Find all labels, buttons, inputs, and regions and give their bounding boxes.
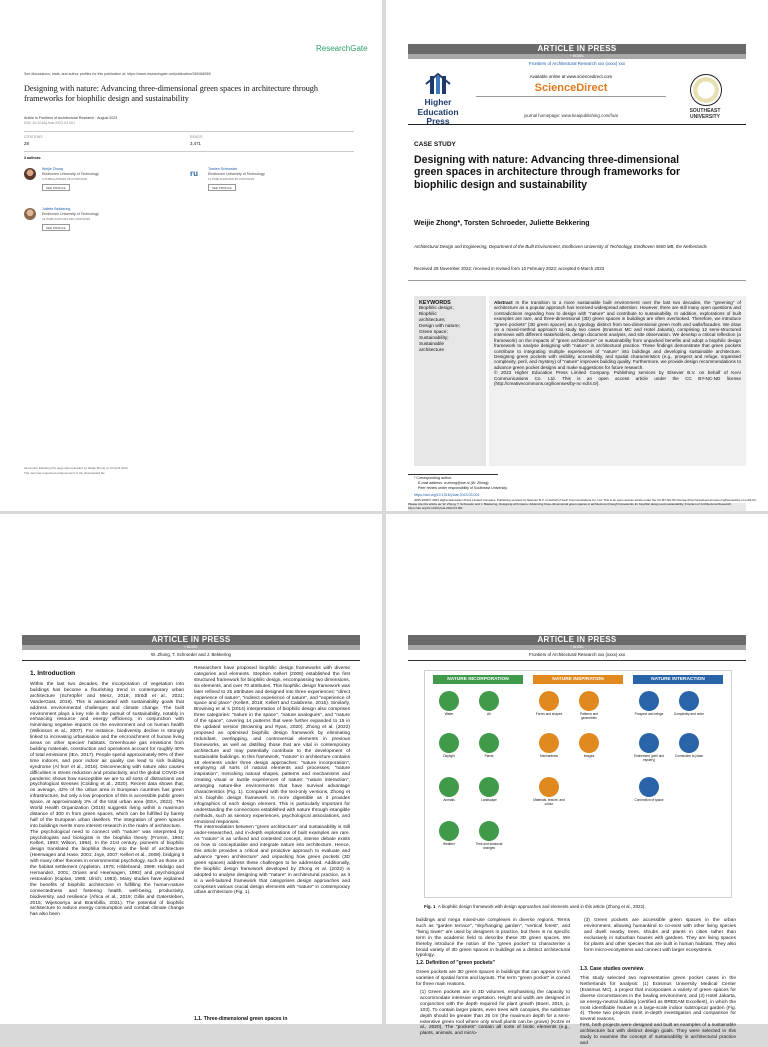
caption-text: A biophilic design framework with design approaches and elements used in this article (Zhong et al., 2022). (437, 904, 646, 909)
patterns-icon (579, 691, 599, 711)
see-discussions-line[interactable]: See discussions, stats, and author profiles for this publication at: https://www.researchgate.net/publication/369468369 (24, 72, 211, 76)
footnote-rule (408, 474, 498, 475)
journal-line[interactable]: Frontiers of Architectural Research xxx (xxxx) xxx (528, 61, 626, 66)
water-icon (439, 691, 459, 711)
abstract-box (489, 296, 746, 466)
southeast-university-seal (690, 74, 722, 106)
figure-label: Fig. 1 (424, 904, 436, 909)
element-label: Plants (484, 754, 494, 758)
plants-icon (479, 733, 499, 753)
divider (24, 151, 354, 152)
element-label: Weather (443, 842, 455, 846)
nature-incorporation-header: NATURE INCORPORATION (433, 675, 523, 684)
citations-label: CITATIONS (24, 135, 43, 139)
subsection-heading: 1.1. Three-dimensional green spaces in (194, 1016, 288, 1022)
avatar[interactable] (24, 208, 36, 220)
element-label: Mechanisms (540, 754, 558, 758)
case-studies-text: This study selected two representative green pocket cases in the Netherlands for analysis: (1) Erasmus University Medical Center (Erasmus MC), a project that incorporates a variety of green spaces for diverse circumstances in the healing environment, and (2) Hotel Jakarta, an energy-neutral building (certified as BREEAM Excellent), in which the most identifiable feature is a large-scale indoor subtropical garden (Fig. 4). These two projects merit in-depth investigation and comparison for several reasons. First, both projects were designed and built as examples of a sustainable architecture but with distinct design goals. They were selected in this study to examine the concept of sustainability in architectural practice and (580, 976, 736, 1046)
keywords-box (414, 296, 486, 466)
element-label: Patterns and geometries (579, 712, 599, 720)
journal-line[interactable]: Frontiers of Architectural Research xxx (xxxx) xxx (528, 652, 626, 657)
keyword: Biophilic (419, 312, 437, 317)
animals-icon (439, 777, 459, 797)
cover-title: Designing with nature: Advancing three-dimensional green spaces in architecture through frameworks for biophilic design and sustainability (24, 84, 318, 104)
see-profile-button[interactable]: SEE PROFILE (42, 184, 70, 191)
reads-value: 3,471 (190, 141, 201, 146)
connection-of-space-icon (639, 777, 659, 797)
author-affiliation: Eindhoven University of Technology (42, 172, 99, 176)
seasons-icon (479, 821, 499, 841)
received-dates: Received 28 November 2022; received in revised form 10 February 2023; accepted 6 March 2023 (414, 266, 605, 271)
keyword: Sustainability; (419, 336, 449, 341)
citations-value: 28 (24, 141, 29, 146)
divider (408, 660, 746, 661)
author-stats: 41 PUBLICATIONS 320 CITATIONS (42, 217, 91, 221)
article-title: Designing with nature: Advancing three-dimensional green spaces in architecture through frameworks for biophilic design and sustainability (414, 154, 681, 191)
upload-note: All content following this page was uploaded by Weijie Zhong on 04 April 2023. (24, 466, 129, 470)
nature-interaction-header: NATURE INTERACTION (633, 675, 723, 684)
divider (408, 280, 746, 281)
nature-inspiration-header: NATURE INSPIRATION (533, 675, 623, 684)
author-name[interactable]: Torsten Schroeder (208, 167, 238, 171)
element-label: Water (444, 712, 454, 716)
subsection-heading: 1.3. Case studies overview (580, 966, 644, 972)
images-icon (579, 733, 599, 753)
intro-column-left: Within the last two decades, the incorporation of vegetation into buildings has become a flourishing trend in contemporary urban architecture (Schröpfer and Menz, 2019; Strödl et al., 2021; VanderGast, 2018). This is associated with sustainability goals that address environmental challenges and climate change. The built environment plays a key role in the pursuit of sustainability, notably in enhancing resource and energy efficiency, in conjunction with minimising negative impacts on the environment and on human health (Wilkinson et al., 2007). For instance, biodiversity decline is strongly linked to increasing urbanisation and the encroachment of human living areas on other species' habitats. Greenhouse gas emissions from building materials, construction and operations account for roughly 40% of total emissions (IEA, 2017). People spend approximately 90% of their time indoors, and poor indoor air quality can lead to sick building syndrome (Al horr et al., 2016). Disconnecting with nature also causes difficulties in stress reduction and productivity, and the global COVID-19 pandemic shows how susceptible we are to all sorts of distractions and psychological stresses (Colding et al., 2020). Recent data shows that, on average, 42% of the urban area in European countries has green infrastructure, but only a low proportion of this is accessible public green space, at approximately 3% of the total urban area (EEA, 2022). The World Health Organization (2016) suggests living within a maximum distance of 300 m from green spaces, which can be fulfilled by barely half of the European urban dwellers. The integration of green spaces into buildings merits more interest research in the realm of architecture. The psychological need to connect with "nature" was interpreted by psychologists and biologists in the biophilia theory (Fromm, 1964; Kellert, 1993; Wilson, 1984). In the 21st century, pioneers of biophilic design translated the biophilia theory into the field of architecture (Heerwagen and Hase, 2001; Joye, 2007; Kellert et al., 2008), bridging it with many other theories in environmental psychology, such as those on the habitat settlement (Appleton, 1975; Hildebrand, 1999; Hidalgo and Hernandez, 2001; Orians and Heerwagen, 1992) and psychological restoration (Kaplan, 1995; Ulrich, 1983). Many studies have explained the benefits of biophilic architecture in fulfilling the human-nature connectedness and fostering health, well-being, productivity, biodiversity, and resilience (Africa et al., 2019; Gillis and Gatersleben, 2015; Wijesooriya and Brambilla, 2021). The potential of biophilic architecture to reduce energy consumption and combat climate change has also been (30, 682, 184, 918)
email-address[interactable]: E-mail address: w.zhong@tue.nl (W. Zhong). (418, 481, 490, 485)
model-banner: + MODEL (22, 645, 360, 650)
available-online[interactable]: Available online at www.sciencedirect.com (529, 74, 613, 79)
definition-list-item: (1) Green pockets are in 3D volumes, emphasising the capacity to accommodate intensive vegetation. Height and width are designed in conjunction with the depth required for plant growth (Boeri, 2015, p. 103). To contain larger plants, even trees with canopies, the substrate depth should be greater than 25 cm (the maximum depth for a semi-extensive green roof where only small plants can be grown) (Kotze et al., 2020). The "pockets" contain all sorts of biotic elements (e.g., plants, animals, and micro- (420, 990, 570, 1037)
forms-shapes-icon (539, 691, 559, 711)
author-stats: 11 PUBLICATIONS 55 CITATIONS (208, 177, 255, 181)
daylight-icon (439, 733, 459, 753)
complexity-order-icon (679, 691, 699, 711)
author-stats: 2 PUBLICATIONS 28 CITATIONS (42, 177, 87, 181)
doi-link[interactable]: https://doi.org/10.1016/j.foar.2023.03.001 (414, 493, 480, 497)
element-label: Enticement (peril and mystery) (633, 754, 665, 762)
definition-list-item: (3) Green pockets are accessible green spaces in the urban environment, allowing humankind to co-exist with other living species and dwell nearby trees, shrubs and plants in cities rather than exclusively in suburban houses with gardens. They are living spaces for plants and other species that are built in human habitats. They also form micro-ecosystems and connect with larger ecosystems. (584, 918, 736, 953)
element-label: Time and seasonal changes (475, 842, 503, 850)
keyword: Design with nature; (419, 324, 461, 329)
article-first-page (386, 0, 768, 511)
journal-homepage[interactable]: journal homepage: www.keaipublishing.com/foar (523, 113, 619, 118)
prospect-refuge-icon (639, 691, 659, 711)
enticement-icon (639, 733, 659, 753)
keyword: Biophilic design; (419, 306, 454, 311)
element-label: Complexity and order (673, 712, 705, 716)
article-authors: Weijie Zhong*, Torsten Schroeder, Juliette Bekkering (414, 220, 590, 227)
keyword: architecture (419, 348, 445, 353)
running-head: W. Zhong, T. Schroeder and J. Bekkering (151, 652, 231, 657)
subsection-heading: 1.2. Definition of "green pockets" (416, 960, 495, 966)
keyword: Sustainable (419, 342, 445, 347)
avatar[interactable] (24, 168, 36, 180)
model-banner: + MODEL (408, 54, 746, 59)
divider (22, 660, 360, 661)
see-profile-button[interactable]: SEE PROFILE (42, 224, 70, 231)
see-profile-button[interactable]: SEE PROFILE (208, 184, 236, 191)
author-name[interactable]: Juliette Bekkering (42, 207, 71, 211)
materials-icon (539, 777, 559, 797)
article-in-press-banner: ARTICLE IN PRESS (408, 635, 746, 645)
introduction-page (0, 514, 382, 1024)
copyright-notice: © 2023 Higher Education Press Limited Company. Publishing services by Elsevier B.V. on behalf of KeAi Communications Co. Ltd. This is an open access article under the CC BY-NC-ND license (http://creativecommons.org/licenses/by-nc-nd/4.0/). (494, 370, 741, 387)
figure-page (386, 514, 768, 1046)
section-heading-introduction: 1. Introduction (30, 670, 76, 677)
element-label: Connection to place (674, 754, 704, 758)
element-label: Connection of space (634, 798, 664, 802)
authors-label: 3 authors: (24, 156, 42, 160)
element-label: Animals (443, 798, 455, 802)
figure-1-caption (424, 904, 734, 910)
weather-icon (439, 821, 459, 841)
article-line[interactable]: Article in Frontiers of Architectural Research · August 2023 (24, 116, 118, 120)
element-label: Images (583, 754, 595, 758)
element-label: Daylight (443, 754, 455, 758)
corresponding-author: * Corresponding author. (414, 476, 452, 480)
sciencedirect-logo[interactable]: ScienceDirect (534, 82, 608, 94)
air-icon (479, 691, 499, 711)
keywords-label: KEYWORDS (419, 300, 451, 306)
tue-logo: ru (190, 169, 198, 178)
element-label: Prospect and refuge (634, 712, 664, 716)
model-banner: + MODEL (408, 645, 746, 650)
enhancement-note: The user has requested enhancement of the downloaded file. (24, 471, 106, 475)
affiliation: Architectural Design and Engineering, Department of the Built Environment, Eindhoven University of Technology, Eindhoven 5600 MB, the Netherlands (414, 244, 707, 249)
researchgate-logo[interactable]: ResearchGate (316, 44, 368, 53)
author-affiliation: Eindhoven University of Technology (42, 212, 99, 216)
figure-1-framework (424, 670, 732, 898)
article-in-press-banner: ARTICLE IN PRESS (408, 44, 746, 54)
peer-review-note: Peer review under responsibility of Southeast University. (418, 486, 508, 490)
abstract-label: Abstract (494, 300, 513, 305)
article-in-press-banner: ARTICLE IN PRESS (22, 635, 360, 645)
author-affiliation: Eindhoven University of Technology (208, 172, 265, 176)
divider (24, 131, 354, 132)
divider (476, 96, 666, 97)
university-name: SOUTHEAST UNIVERSITY (689, 108, 721, 120)
author-name[interactable]: Weijie Zhong (42, 167, 63, 171)
researchgate-cover-page (0, 0, 382, 511)
keyword: architecture; (419, 318, 446, 323)
hep-logo (418, 74, 458, 96)
element-label: Landscape (481, 798, 497, 802)
element-label: Materials, texture, and colour (533, 798, 565, 806)
mechanisms-icon (539, 733, 559, 753)
reads-label: READS (190, 135, 203, 139)
intro-column-right: Researchers have proposed biophilic design frameworks with diverse categories and elements. Stephen Kellert (2008) established the first structured framework for biophilic design, encompassing two dimensions, six elements, and over 70 attributes. This biophilic design framework was later refined to 25 attributes and designed into three experiences: "direct experience of nature", "indirect experience of nature", and "experience of space and place" (Kellert, 2018; Kellert and Calabrese, 2015). Similarly, Browning et al.'s (2014) interpretation of biophilic design also comprises three categories: "nature in the space", "nature analogues", and "nature of the space", covering 14 patterns that were further expanded to 15 in the updated version (Browning and Ryan, 2020). Zhong et al. (2022) proposed an optimised biophilic design framework by eliminating redundant, overlapping, and controversial elements in previous frameworks, as well as distilling those that are vital in contemporary architecture and may potentially contribute to the development of sustainable buildings. In this framework, "nature" in architecture contains 18 elements under three design approaches: "nature incorporation", employing all sorts of natural elements and processes; "nature inspiration", mimicking natural shapes, patterns and mechanisms and creating visual or tactile experiences of nature; "nature interaction", arranging nature-like environments that have survival advantage characteristics (Fig. 1). Compared with the text-only versions, Zhong et al.'s biophilic design framework is more digestible as it provides infographics of each design element. This is particularly important for understanding the connections established with nature through intangible methods, such as sensory experiences, psychological associations, and emotional responses. The intermediation between "green architecture" and sustainability is still under-researched, and in-depth explorations of built examples are rare. As "nature" is an unfixed and contested concept, intense debate exists on how to conceptualise and integrate nature into architecture. Hence, this article provides a critical and proactive approach to evaluate and advance "green architecture" and unpacking how green pockets (3D green spaces) address these challenges to be addressed. Additionally, the biophilic design framework developed by Zhong et al. (2022) is adopted to analyse designing with "nature" in architectural practice, as it is a well-tailored framework that categorises design approaches and comprises various crucial design elements with "nature" in contemporary urban architecture (Fig. 1). (194, 666, 350, 896)
case-study-label: CASE STUDY (414, 141, 456, 148)
element-label: Forms and shapes (535, 712, 563, 716)
divider (408, 124, 746, 125)
cite-this-article: Please cite this article as: W. Zhong, T. Schroeder and J. Bekkering, Designing with nature: Advancing three-dimensional green spaces in architecture through frameworks for biophilic design and sustainability, Frontiers of Architectural Research, https://doi.org/10.1016/j.foar.2023.03.001 (408, 503, 746, 511)
green-pocket-definition: Green pockets are 3D green spaces in buildings that can appear in rich varieties of spatial forms and layouts. The term "green pocket" is coined for three main reasons. (416, 970, 570, 987)
publisher-name: Higher Education Press (417, 97, 459, 126)
body-column-left-top: buildings and mega mixed-use complexes in diverse regions. Terms such as "garden terrace", "sky/hanging garden", "vertical forest", and "living tower" are used by designers in practice, but there is no specific term in the academic field to describe these 3D green spaces. We thereby introduce the notion of the "green pocket" to characterise a broad variety of 3D green spaces in buildings as a distinct architectural typology. (416, 918, 570, 959)
doi-line[interactable]: DOI: 10.1016/j.foar.2023.03.001 (24, 121, 76, 125)
abstract-text: In the transition to a more sustainable built environment over the last two decades, the "greening" of architecture as a popular approach has received widespread attention. However, there are still many open questions and contradictions regarding how to design with "nature" and contribute to sustainability. In addition, explorations of built examples are rare, and three-dimensional (3D) green spaces in buildings are often overlooked. Therefore, we introduce "green pockets" (3D green spaces) as a typology distinct from two-dimensional green roofs and walls/facades. We draw on a mixed-method approach to study two cases (Erasmus MC and Hotel Jakarta), comprising 12 semi-structured interviews with different stakeholders, design document analysis, and site observation. We develop a critical reflection (a framework) on the impacts of "green architecture" on sustainability from unpacked benefits and adopt a biophilic design framework to analyse designing with "nature" in architectural practice. These findings demonstrate that green pockets contribute to integrating multiple experiences of "nature" into buildings and developing sustainable architecture. Designing green pockets with visibility, accessibility, and spatial characteristics (e.g., prospect and refuge, organised complexity, peril, and mystery) of "nature" improves building quality. Furthermore, we provide design recommendations to advance green pocket designs and make suggestions for future research. (494, 300, 741, 370)
issn-line: 2095-2635/© 2023 Higher Education Press Limited Company. Publishing services by Elsevier B.V. on behalf of KeAi Communications Co. Ltd. This is an open access article under the CC BY-NC-ND license (http://creativecommons.org/licenses/by-nc-nd/4.0/). (414, 498, 757, 502)
connection-to-place-icon (679, 733, 699, 753)
landscape-icon (479, 777, 499, 797)
element-label: Air (487, 712, 491, 716)
keyword: Green space; (419, 330, 448, 335)
